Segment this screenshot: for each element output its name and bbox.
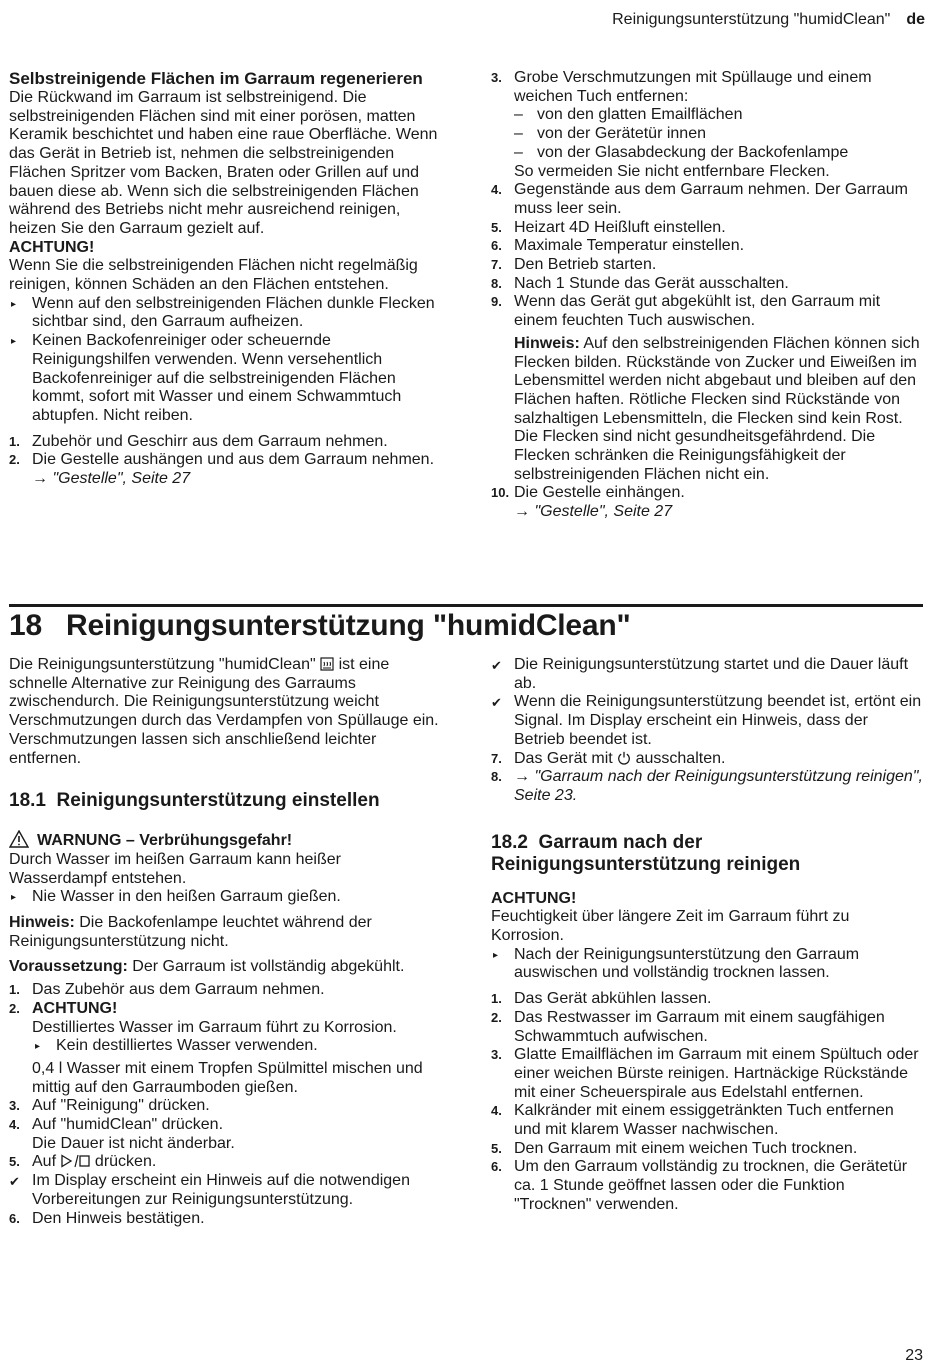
step-item-3: 3. Grobe Verschmutzungen mit Spüllauge und einem weichen Tuch entfernen: xyxy=(491,69,872,105)
chapter-title-text: Reinigungsunterstützung "humidClean" xyxy=(65,609,631,642)
step-item-3: 3. Glatte Emailflächen im Garraum mit einem Spültuch oder einer weichen Bürste reinigen. Hartnäckige Rückstände mit einer Scheuerspirale aus Edelstahl entfernen. xyxy=(491,1046,919,1101)
result-item: ✔ Wenn die Reinigungsunterstützung beendet ist, ertönt ein Signal. Im Display erscheint ein Hinweis, dass der Betrieb beendet ist. xyxy=(491,693,922,748)
cross-reference-link[interactable]: → "Gestelle", Seite 27 xyxy=(32,470,191,488)
step-item-8: 8. Nach 1 Stunde das Gerät ausschalten. xyxy=(491,274,789,292)
dash-item: – von den glatten Emailflächen xyxy=(514,106,743,124)
bullet-item: ▸ Nie Wasser in den heißen Garraum gießen. xyxy=(9,888,441,907)
step-item-6: 6. Den Hinweis bestätigen. xyxy=(9,1209,205,1227)
running-header xyxy=(612,11,925,29)
step-2-caution-text: Destilliertes Wasser im Garraum führt zu Korrosion. xyxy=(32,1018,397,1036)
caution-text: Wenn Sie die selbstreinigenden Flächen nicht regelmäßig reinigen, können Schäden an den Flächen entstehen. xyxy=(9,257,418,294)
bullet-arrow-icon: ▸ xyxy=(493,949,499,961)
step-item-6: 6. Um den Garraum vollständig zu trocknen, die Gerätetür ca. 1 Stunde geöffnet lassen oder die Funktion "Trocknen" verwenden. xyxy=(491,1158,908,1213)
chapter-number: 18 xyxy=(9,609,42,642)
step-3-note: So vermeiden Sie nicht entfernbare Flecken. xyxy=(514,162,830,180)
section-heading-18-1: 18.1 Reinigungsunterstützung einstellen xyxy=(9,790,380,812)
result-check-icon: ✔ xyxy=(491,658,502,673)
dash-item: – von der Glasabdeckung der Backofenlampe xyxy=(514,143,849,161)
bullet-item: ▸ Keinen Backofenreiniger oder scheuernde Reinigungshilfen verwenden. Wenn versehentlich Backofenreiniger auf die selbstreinigenden Flächen kommt, sofort mit Wasser und einem Schwammtuch abtupfen. Nicht reiben. xyxy=(11,332,402,424)
chapter-title xyxy=(9,609,631,643)
bullet-arrow-icon: ▸ xyxy=(11,298,17,310)
note-block: Hinweis: Die Backofenlampe leuchtet während der Reinigungsunterstützung nicht. xyxy=(9,914,372,950)
step-item-1: 1. Zubehör und Geschirr aus dem Garraum nehmen. xyxy=(9,432,388,450)
step-item-2: 2. Das Restwasser im Garraum mit einem saugfähigen Schwammtuch aufwischen. xyxy=(491,1008,885,1045)
step-item-2: 2. ACHTUNG! xyxy=(9,999,118,1017)
step-item-7: 7. Das Gerät mit ausschalten. xyxy=(491,749,726,767)
step-item-9: 9. Wenn das Gerät gut abgekühlt ist, den Garraum mit einem feuchten Tuch auswischen. xyxy=(491,293,881,330)
step-item-8: 8. → "Garraum nach der Reinigungsunterstützung reinigen", Seite 23. xyxy=(491,768,923,804)
section-heading-18-2: 18.2 Garraum nach der Reinigungsunterstützung reinigen xyxy=(491,831,801,875)
caution-label: ACHTUNG! xyxy=(9,238,95,256)
language-code: de xyxy=(906,11,925,28)
bullet-arrow-icon: ▸ xyxy=(11,336,17,348)
bullet-arrow-icon: ▸ xyxy=(35,1041,41,1053)
step-item-1: 1. Das Gerät abkühlen lassen. xyxy=(491,990,712,1008)
bullet-item: ▸ Kein destilliertes Wasser verwenden. xyxy=(9,1037,441,1056)
subsection-heading-self-cleaning: Selbstreinigende Flächen im Garraum regenerieren xyxy=(9,69,423,88)
cross-reference-link[interactable]: → "Gestelle", Seite 27 xyxy=(514,503,673,521)
step-item-2: 2. Die Gestelle aushängen und aus dem Garraum nehmen. xyxy=(9,451,435,469)
result-item: ✔ Die Reinigungsunterstützung startet und die Dauer läuft ab. xyxy=(491,656,909,692)
warning-text: Durch Wasser im heißen Garraum kann heißer Wasserdampf entstehen. xyxy=(9,850,341,887)
step-item-4: 4. Gegenstände aus dem Garraum nehmen. Der Garraum muss leer sein. xyxy=(491,181,908,217)
step-item-5: 5. Den Garraum mit einem weichen Tuch trocknen. xyxy=(491,1139,858,1157)
humidclean-icon xyxy=(320,657,334,671)
step-item-5: 5. Auf drücken. xyxy=(9,1153,157,1171)
step-item-10: 10. Die Gestelle einhängen. xyxy=(491,484,685,502)
running-header-title: Reinigungsunterstützung "humidClean" xyxy=(612,11,891,28)
step-item-3: 3. Auf "Reinigung" drücken. xyxy=(9,1097,210,1115)
prerequisite: Voraussetzung: Der Garraum ist vollständig abgekühlt. xyxy=(9,958,405,976)
caution-text: Feuchtigkeit über längere Zeit im Garraum führt zu Korrosion. xyxy=(491,908,850,945)
self-cleaning-intro: Die Rückwand im Garraum ist selbstreinigend. Die selbstreinigenden Flächen sind mit einer porösen, matten Keramik beschichtet und haben eine raue Oberfläche. Wenn das Gerät in Betrieb ist, nehmen die selbstreinigenden Flächen Spritzer vom Backen, Braten oder Grillen auf und bauen diese ab. Wenn sich die selbstreinigenden Flächen während des Betriebs nicht mehr ausreichend reinigen, heizen Sie den Garraum gezielt auf. xyxy=(9,89,438,237)
note-block: Hinweis: Auf den selbstreinigenden Flächen können sich Flecken bilden. Rückstände von Zucker und Eiweißen im Lebensmittel werden nicht abgebaut und bleiben auf den Flächen haften. Rötliche Flecken sind Rückstände von salzhaltigen Lebensmitteln, die Flecken sind kein Rost. Die Flecken sind nicht gesundheitsgefährdend. Die Flecken schränken die Reinigungsfähigkeit der selbstreinigenden Flächen nicht ein. xyxy=(514,334,920,483)
step-item-4: 4. Auf "humidClean" drücken. xyxy=(9,1116,224,1134)
cross-reference-link[interactable]: → "Garraum nach der Reinigungsunterstützung reinigen", Seite 23. xyxy=(514,768,923,804)
step-item-6: 6. Maximale Temperatur einstellen. xyxy=(491,237,745,255)
warning-heading: WARNUNG – Verbrühungsgefahr! xyxy=(9,830,441,851)
top-left-column xyxy=(9,69,441,489)
bottom-right-column xyxy=(491,656,923,1215)
dash-item: – von der Gerätetür innen xyxy=(514,125,706,143)
result-check-icon: ✔ xyxy=(9,1174,20,1190)
result-check-icon: ✔ xyxy=(491,695,502,711)
start-stop-icon xyxy=(60,1154,90,1168)
bullet-arrow-icon: ▸ xyxy=(11,892,17,904)
caution-label: ACHTUNG! xyxy=(491,889,577,907)
power-icon xyxy=(617,751,631,765)
bullet-item: ▸ Nach der Reinigungsunterstützung den Garraum auswischen und vollständig trocknen lassen. xyxy=(493,945,860,982)
bullet-item: ▸ Wenn auf den selbstreinigenden Flächen dunkle Flecken sichtbar sind, den Garraum aufheizen. xyxy=(11,294,435,331)
step-item-1: 1. Das Zubehör aus dem Garraum nehmen. xyxy=(9,981,325,999)
warning-triangle-icon xyxy=(9,830,29,848)
step-item-5: 5. Heizart 4D Heißluft einstellen. xyxy=(491,218,726,236)
step-item-7: 7. Den Betrieb starten. xyxy=(491,256,657,274)
step-4-note: Die Dauer ist nicht änderbar. xyxy=(32,1134,235,1152)
result-item: ✔ Im Display erscheint ein Hinweis auf die notwendigen Vorbereitungen zur Reinigungsunterstützung. xyxy=(9,1172,410,1208)
chapter-intro: Die Reinigungsunterstützung "humidClean" ist eine schnelle Alternative zur Reinigung des Garraums zwischendurch. Die Reinigungsunterstützung weicht Verschmutzungen durch das Verdampfen von Spüllauge ein. Verschmutzungen lassen sich anschließend leichter entfernen. xyxy=(9,656,439,767)
bottom-left-column xyxy=(9,656,441,1228)
top-right-column xyxy=(491,69,923,522)
page-number: 23 xyxy=(905,1347,923,1364)
step-item-4: 4. Kalkränder mit einem essiggetränkten Tuch entfernen und mit klarem Wasser nachwischen. xyxy=(491,1102,894,1139)
step-2-instruction: 0,4 l Wasser mit einem Tropfen Spülmittel mischen und mittig auf den Garraumboden gießen. xyxy=(32,1059,423,1096)
chapter-rule xyxy=(9,604,923,607)
